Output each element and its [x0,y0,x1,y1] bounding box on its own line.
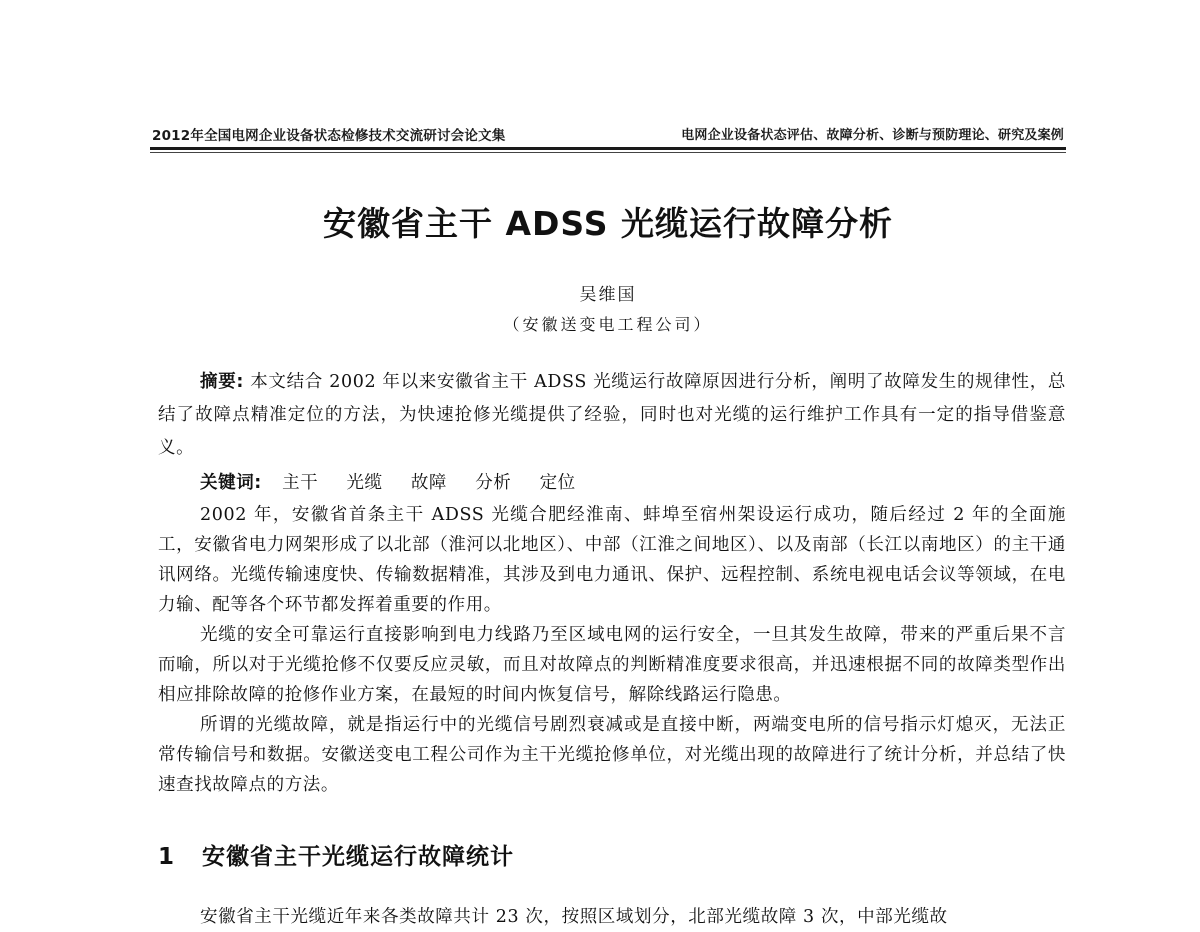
body-paragraphs [158,500,1066,800]
keywords-label: 关键词: [200,473,262,493]
header-right-text: 电网企业设备状态评估、故障分析、诊断与预防理论、研究及案例 [681,128,1064,143]
header-rule-thick [150,147,1066,150]
section-heading [158,838,1066,871]
keyword: 光缆 [346,473,383,493]
paper-title: 安徽省主干 ADSS 光缆运行故障分析 [323,204,893,243]
section-number: 1 [158,844,176,870]
keyword: 故障 [410,473,448,493]
abstract-text: 本文结合 2002 年以来安徽省主干 ADSS 光缆运行故障原因进行分析，阐明了故障发生的规律性，总结了故障点精准定位的方法，为快速抢修光缆提供了经验，同时也对光缆的运行维护工作具有一定的指导借鉴意义。 [158,372,1066,458]
header-rule-thin [150,152,1066,153]
paragraph: 所谓的光缆故障，就是指运行中的光缆信号剧烈衰减或是直接中断，两端变电所的信号指示灯熄灭，无法正常传输信号和数据。安徽送变电工程公司作为主干光缆抢修单位，对光缆出现的故障进行了统计分析，并总结了快速查找故障点的方法。 [158,715,1066,795]
paragraph: 光缆的安全可靠运行直接影响到电力线路乃至区域电网的运行安全，一旦其发生故障，带来的严重后果不言而喻，所以对于光缆抢修不仅要反应灵敏，而且对故障点的判断精准度要求很高，并迅速根据不同的故障类型作出相应排除故障的抢修作业方案，在最短的时间内恢复信号，解除线路运行隐患。 [158,625,1066,705]
abstract-label: 摘要: [200,372,244,392]
keyword: 主干 [282,473,319,493]
paragraph-cutoff: 安徽省主干光缆近年来各类故障共计 23 次，按照区域划分，北部光缆故障 3 次，中部光缆故 [200,907,948,927]
abstract [158,366,1066,465]
keywords [200,467,1066,500]
paragraph: 2002 年，安徽省首条主干 ADSS 光缆合肥经淮南、蚌埠至宿州架设运行成功，随后经过 2 年的全面施工，安徽省电力网架形成了以北部（淮河以北地区）、中部（江淮之间地区）、以及南部（长江以南地区）的主干通讯网络。光缆传输速度快、传输数据精准，其涉及到电力通讯、保护、远程控制、系统电视电话会议等领域，在电力输、配等各个环节都发挥着重要的作用。 [158,505,1066,615]
author-affiliation: （安徽送变电工程公司） [503,315,713,334]
keyword: 定位 [539,473,576,493]
header-left-text: 2012年全国电网企业设备状态检修技术交流研讨会论文集 [152,128,506,144]
section-title: 安徽省主干光缆运行故障统计 [202,844,514,870]
running-header [152,120,1064,144]
keyword: 分析 [475,473,512,493]
author-name: 吴维国 [579,285,637,305]
